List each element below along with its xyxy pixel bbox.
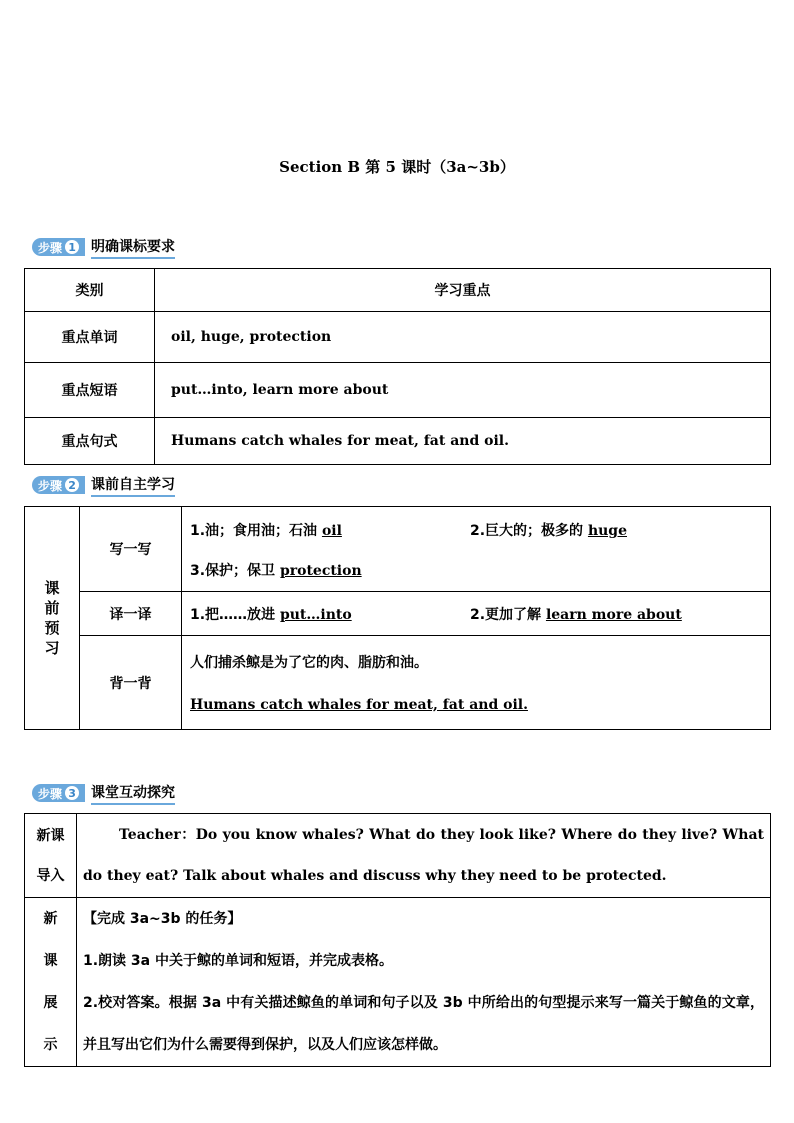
recite-line-cn xyxy=(182,640,770,684)
step-label: 课堂互动探究 xyxy=(91,782,175,805)
write-line-1 xyxy=(182,509,770,551)
intro-cell xyxy=(77,814,771,898)
page-title: Section B 第 5 课时（3a~3b） xyxy=(279,158,515,176)
show-line: 1.朗读 3a 中关于鲸的单词和短语，并完成表格。 xyxy=(83,953,393,969)
write-item-1 xyxy=(190,520,470,540)
row-content: Humans catch whales for meat, fat and oil. xyxy=(155,418,771,465)
step-badge-text: 步骤 xyxy=(38,478,63,493)
write-line-2 xyxy=(182,551,770,589)
recite-sentence-en: Humans catch whales for meat, fat and oil. xyxy=(190,696,528,713)
translate-item-2 xyxy=(470,604,682,624)
step-3-header xyxy=(32,783,175,803)
step-number: 1 xyxy=(65,240,79,254)
row-label-write: 写一写 xyxy=(80,507,182,592)
row-category: 重点句式 xyxy=(25,418,155,465)
translate-item-1 xyxy=(190,604,470,624)
table-row xyxy=(25,363,771,418)
step-2-header xyxy=(32,475,175,495)
row-category: 重点单词 xyxy=(25,312,155,363)
write-cell xyxy=(182,507,771,592)
item-prompt: 3.保护；保卫 xyxy=(190,563,280,579)
translate-cell xyxy=(182,592,771,636)
show-cell xyxy=(77,898,771,1067)
row-label-translate: 译一译 xyxy=(80,592,182,636)
step-1-header xyxy=(32,237,175,257)
table-row xyxy=(25,312,771,363)
translate-line xyxy=(182,592,770,635)
intro-label-text: 新课导入 xyxy=(36,827,65,884)
item-answer: oil xyxy=(321,523,342,539)
recite-cell xyxy=(182,636,771,730)
item-answer: put…into xyxy=(279,606,352,623)
table-row xyxy=(25,418,771,465)
classroom-table xyxy=(24,813,771,1067)
step-number: 3 xyxy=(65,786,79,800)
step-badge-text: 步骤 xyxy=(38,240,63,255)
item-prompt: 1.油；食用油；石油 xyxy=(190,523,322,539)
item-answer: huge xyxy=(587,523,627,539)
write-item-2 xyxy=(470,520,627,540)
recite-sentence-cn: 人们捕杀鲸是为了它的肉、脂肪和油。 xyxy=(190,654,428,671)
step-badge-text: 步骤 xyxy=(38,786,63,801)
row-category: 重点短语 xyxy=(25,363,155,418)
intro-label xyxy=(25,814,77,898)
preview-table xyxy=(24,506,771,730)
curriculum-table xyxy=(24,268,771,465)
header-focus: 学习重点 xyxy=(155,269,771,312)
show-lines xyxy=(77,898,770,1066)
step-badge xyxy=(32,784,85,802)
show-label xyxy=(25,898,77,1067)
item-answer: protection xyxy=(279,563,362,579)
step-number: 2 xyxy=(65,478,79,492)
row-content: put…into, learn more about xyxy=(155,363,771,418)
item-answer: learn more about xyxy=(545,606,682,623)
row-label-recite: 背一背 xyxy=(80,636,182,730)
show-line: 2.校对答案。根据 3a 中有关描述鲸鱼的单词和句子以及 3b 中所给出的句型提示来写一篇关于鲸鱼的文章，并且写出它们为什么需要得到保护，以及人们应该怎样做。 xyxy=(83,995,764,1053)
item-prompt: 1.把……放进 xyxy=(190,606,280,623)
row-content: oil, huge, protection xyxy=(155,312,771,363)
item-prompt: 2.巨大的；极多的 xyxy=(470,523,588,539)
show-line: 【完成 3a~3b 的任务】 xyxy=(83,911,242,927)
header-category: 类别 xyxy=(25,269,155,312)
step-label: 课前自主学习 xyxy=(91,474,175,497)
recite-line-en xyxy=(182,684,770,726)
show-label-text: 新课展示 xyxy=(43,911,58,1053)
preview-side-label xyxy=(25,507,80,730)
step-badge xyxy=(32,476,85,494)
intro-text: Teacher：Do you know whales? What do they look like? Where do they live? What do they eat? Talk about whales and discuss why they need to be protected. xyxy=(83,826,764,884)
preview-side-text: 课前预习 xyxy=(44,579,60,657)
step-badge xyxy=(32,238,85,256)
step-label: 明确课标要求 xyxy=(91,236,175,259)
write-item-3 xyxy=(190,560,362,580)
item-prompt: 2.更加了解 xyxy=(470,606,546,623)
